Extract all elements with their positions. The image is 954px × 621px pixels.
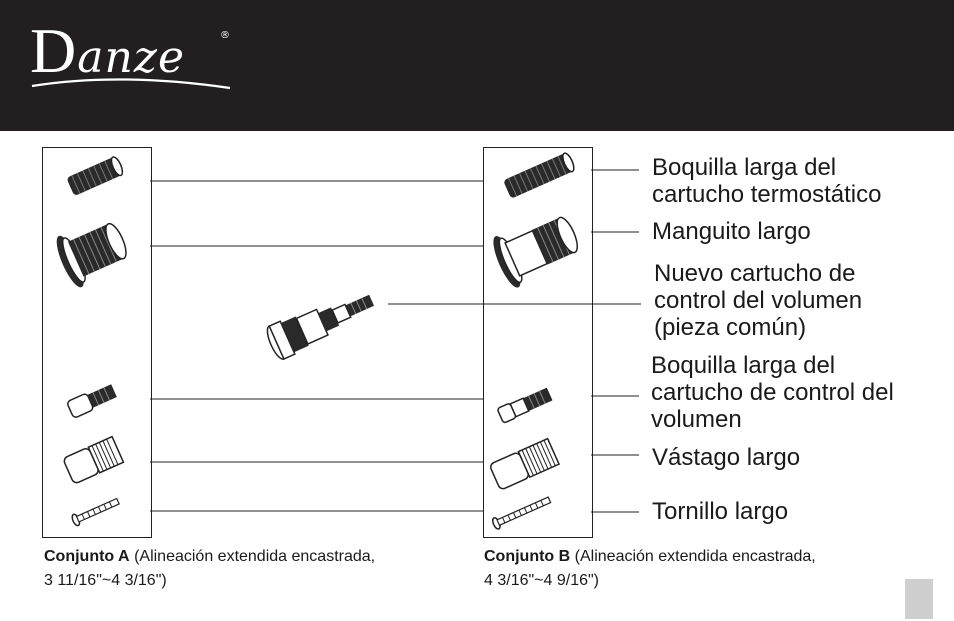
caption-set-a-title: Conjunto A — [44, 548, 130, 565]
set-b-long-sleeve-icon — [490, 205, 586, 291]
caption-set-a-text: (Alineación extendida encastrada, — [134, 548, 376, 565]
registered-mark: ® — [220, 30, 230, 41]
caption-set-b — [484, 545, 904, 593]
set-a-volume-extension-icon — [64, 378, 122, 422]
caption-set-b-text: (Alineación extendida encastrada, — [574, 548, 816, 565]
caption-set-a-range: 3 11/16"~4 3/16") — [44, 572, 167, 589]
set-b-long-screw-icon — [488, 492, 556, 532]
set-a-long-stem-icon — [60, 430, 128, 490]
page-tab-marker — [905, 579, 933, 619]
logo-initial: D — [30, 15, 78, 86]
label-volume-cartridge: Nuevo cartucho de control del volumen (pieza común) — [654, 260, 863, 341]
label-long-sleeve: Manguito largo — [652, 218, 811, 245]
label-thermostatic-extension: Boquilla larga del cartucho termostático — [652, 154, 882, 208]
set-b-long-stem-icon — [488, 432, 562, 496]
caption-set-b-title: Conjunto B — [484, 548, 571, 565]
volume-control-cartridge-icon — [258, 280, 392, 362]
label-volume-extension: Boquilla larga del cartucho de control del volumen — [651, 352, 894, 433]
set-a-thermostatic-extension-icon — [62, 154, 128, 198]
logo-rest: anze — [77, 32, 186, 83]
set-a-long-screw-icon — [68, 494, 124, 528]
danze-logo — [30, 14, 240, 94]
set-b-thermostatic-extension-icon — [500, 150, 580, 200]
header-bar — [0, 0, 954, 131]
caption-set-a — [44, 545, 474, 593]
logo-swoosh-icon — [30, 14, 240, 94]
label-long-stem: Vástago largo — [652, 444, 801, 471]
set-a-long-sleeve-icon — [52, 210, 136, 292]
label-long-screw: Tornillo largo — [652, 498, 789, 525]
caption-set-b-range: 4 3/16"~4 9/16") — [484, 572, 599, 589]
set-b-volume-extension-icon — [494, 380, 556, 430]
